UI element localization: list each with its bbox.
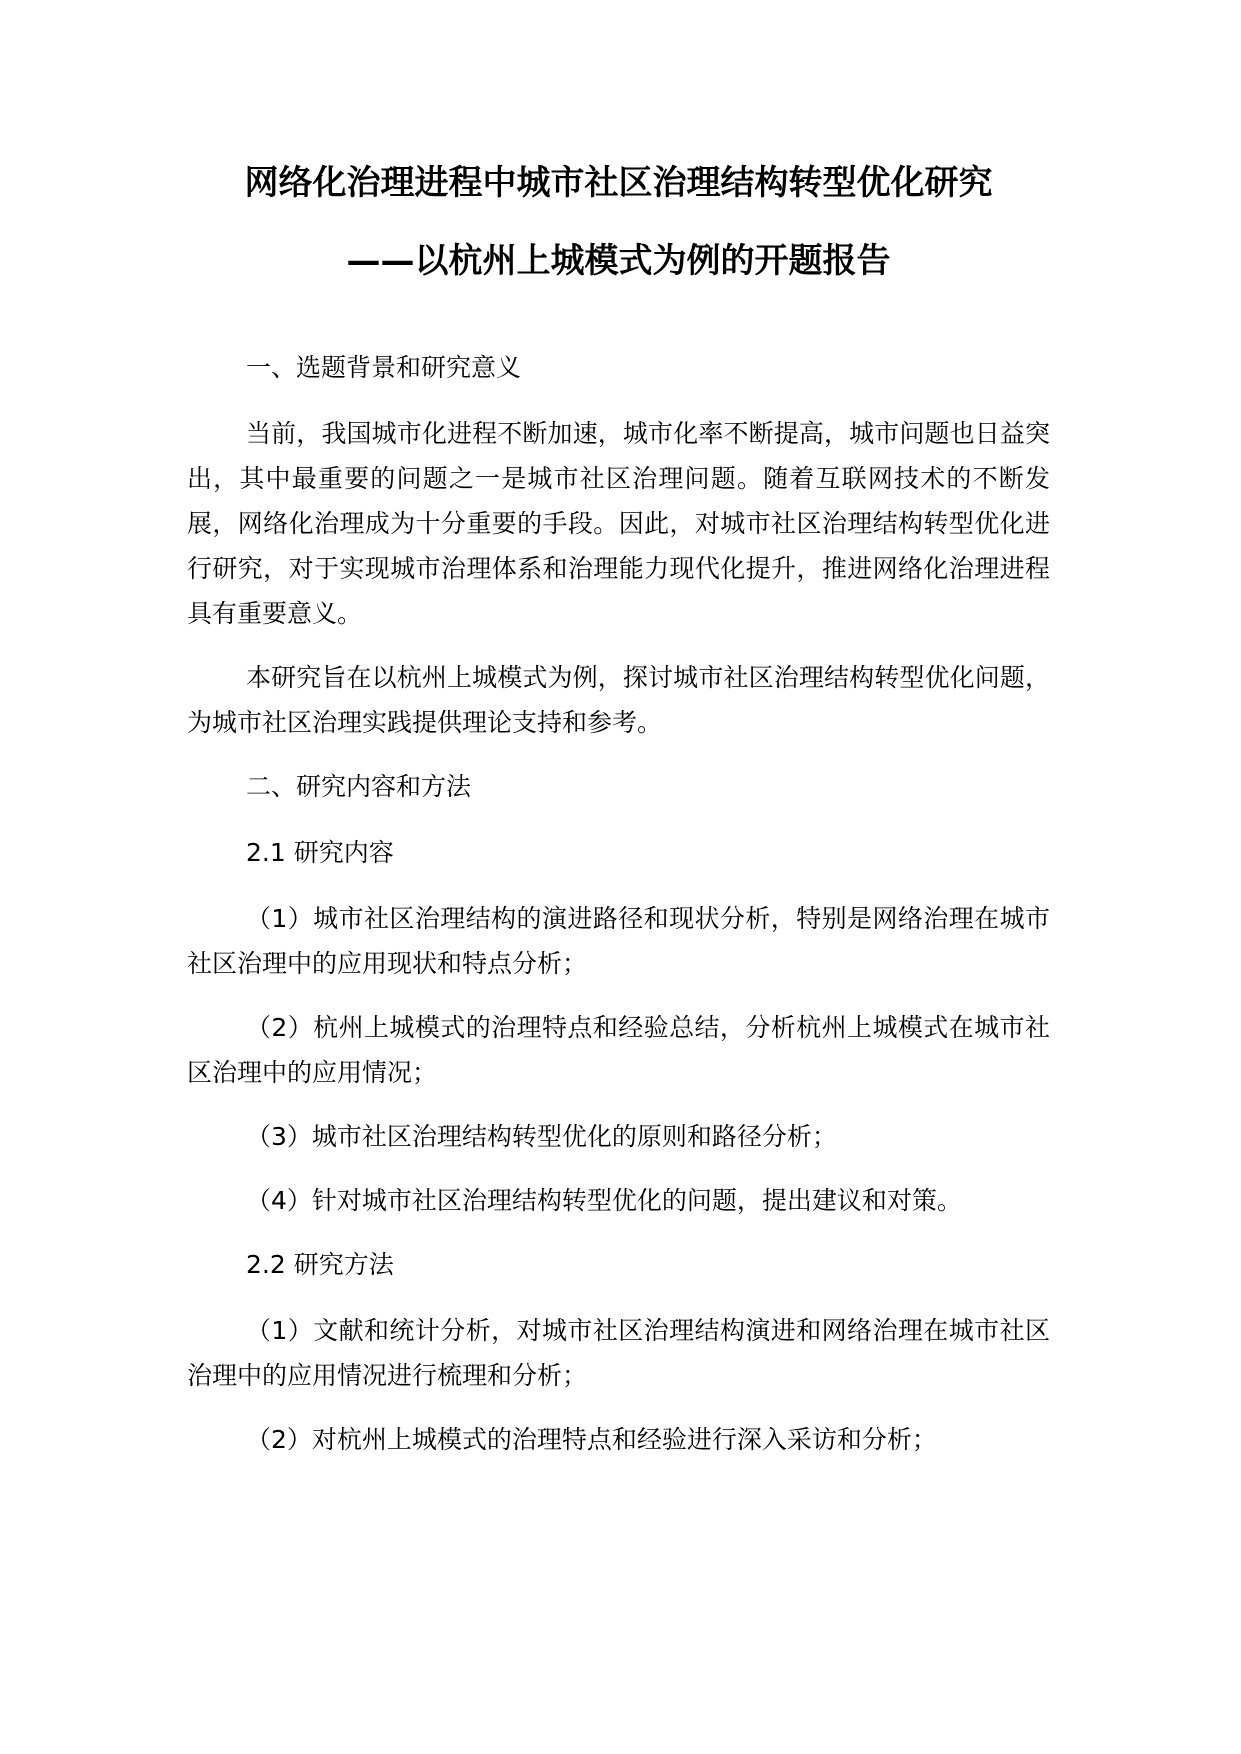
subsection-heading-2-2: 2.2 研究方法 [246, 1250, 394, 1279]
content-item-4: （4）针对城市社区治理结构转型优化的问题，提出建议和对策。 [246, 1186, 962, 1215]
method-item-1: （1）文献和统计分析，对城市社区治理结构演进和网络治理在城市社区治理中的应用情况进行梳理和分析； [187, 1316, 1050, 1390]
document-title-line-1: 网络化治理进程中城市社区治理结构转型优化研究 [244, 163, 993, 203]
document-body [187, 345, 1050, 1462]
section-heading-2: 二、研究内容和方法 [246, 772, 472, 801]
method-item-2: （2）对杭州上城模式的治理特点和经验进行深入采访和分析； [246, 1425, 937, 1454]
paragraph-background: 当前，我国城市化进程不断加速，城市化率不断提高，城市问题也日益突出，其中最重要的问题之一是城市社区治理问题。随着互联网技术的不断发展，网络化治理成为十分重要的手段。因此，对城市社区治理结构转型优化进行研究，对于实现城市治理体系和治理能力现代化提升，推进网络化治理进程具有重要意义。 [187, 419, 1050, 628]
content-item-1: （1）城市社区治理结构的演进路径和现状分析，特别是网络治理在城市社区治理中的应用现状和特点分析； [187, 904, 1050, 978]
content-item-2: （2）杭州上城模式的治理特点和经验总结，分析杭州上城模式在城市社区治理中的应用情况； [187, 1013, 1050, 1087]
subsection-heading-2-1: 2.1 研究内容 [246, 838, 394, 867]
content-item-3: （3）城市社区治理结构转型优化的原则和路径分析； [246, 1122, 837, 1151]
document-title-line-2: ——以杭州上城模式为例的开题报告 [346, 241, 891, 281]
section-heading-1: 一、选题背景和研究意义 [246, 353, 522, 382]
paragraph-purpose: 本研究旨在以杭州上城模式为例，探讨城市社区治理结构转型优化问题，为城市社区治理实践提供理论支持和参考。 [187, 663, 1050, 737]
